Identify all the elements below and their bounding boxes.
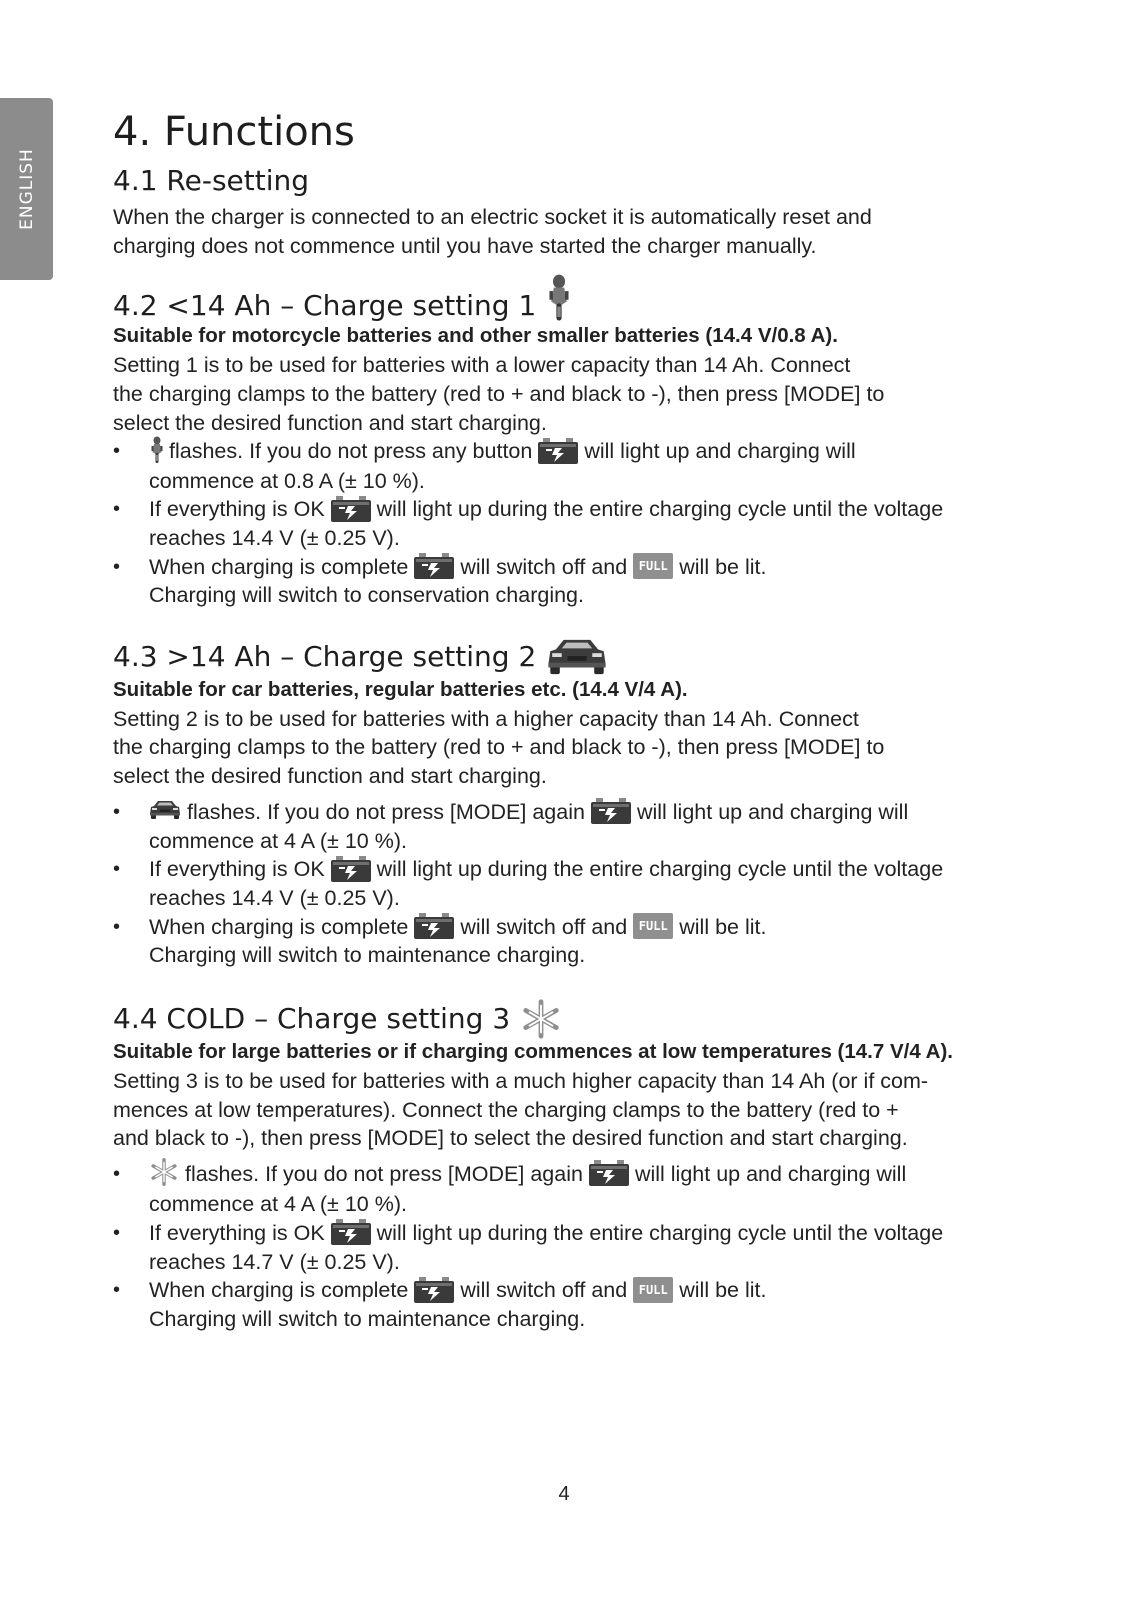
motorcycle-icon: [546, 272, 572, 324]
list-item: • flashes. If you do not press any button will light up and charging will commence at 0.8 A (± 10 %).: [113, 437, 1013, 495]
section-4-4-line-3: and black to -), then press [MODE] to select the desired function and start charging.: [113, 1126, 908, 1151]
motorcycle-icon: [149, 436, 165, 464]
list-item: • When charging is complete will switch off and FULL will be lit. Charging will switch to maintenance charging.: [113, 913, 1013, 970]
section-4-2-subtitle: Suitable for motorcycle batteries and other smaller batteries (14.4 V/0.8 A).: [113, 324, 838, 348]
list-item: • If everything is OK will light up during the entire charging cycle until the voltage reaches 14.4 V (± 0.25 V).: [113, 495, 1013, 552]
section-4-2-line-2: the charging clamps to the battery (red to + and black to -), then press [MODE] to: [113, 381, 885, 406]
full-indicator-icon: FULL: [633, 1277, 673, 1303]
section-4-1-title: 4.1 Re-setting: [113, 164, 310, 197]
section-4-3-title: 4.3 >14 Ah – Charge setting 2: [113, 636, 1013, 678]
section-4-4-subtitle: Suitable for large batteries or if charging commences at low temperatures (14.7 V/4 A).: [113, 1040, 953, 1064]
snowflake-icon: [520, 998, 562, 1040]
list-item: • If everything is OK will light up during the entire charging cycle until the voltage reaches 14.7 V (± 0.25 V).: [113, 1219, 1013, 1276]
section-4-4-title: 4.4 COLD – Charge setting 3: [113, 998, 1013, 1040]
section-4-3-line-1: Setting 2 is to be used for batteries with a higher capacity than 14 Ah. Connect: [113, 706, 859, 731]
language-tab: [0, 98, 53, 280]
section-4-4-line-2: mences at low temperatures). Connect the charging clamps to the battery (red to +: [113, 1097, 899, 1122]
section-4-3-subtitle: Suitable for car batteries, regular batteries etc. (14.4 V/4 A).: [113, 678, 688, 702]
list-item: • If everything is OK will light up during the entire charging cycle until the voltage reaches 14.4 V (± 0.25 V).: [113, 855, 1013, 912]
list-item: • flashes. If you do not press [MODE] again will light up and charging will commence at 4 A (± 10 %).: [113, 1160, 1013, 1219]
section-4-3-line-2: the charging clamps to the battery (red to + and black to -), then press [MODE] to: [113, 735, 885, 760]
section-4-2-line-3: select the desired function and start charging.: [113, 410, 547, 435]
list-item: • When charging is complete will switch off and FULL will be lit. Charging will switch to maintenance charging.: [113, 1276, 1013, 1333]
list-item: • flashes. If you do not press [MODE] again will light up and charging will commence at 4 A (± 10 %).: [113, 798, 1013, 855]
section-4-3-list: [113, 798, 1013, 970]
battery-charging-icon: [538, 438, 578, 464]
language-label: ENGLISH: [16, 148, 37, 230]
battery-charging-icon: [331, 1219, 371, 1245]
list-item: • When charging is complete will switch off and FULL will be lit. Charging will switch to conservation charging.: [113, 553, 1013, 610]
battery-charging-icon: [414, 913, 454, 939]
section-4-4-list: [113, 1160, 1013, 1334]
section-4-2-list: [113, 437, 1013, 610]
page-number: 4: [558, 1483, 570, 1505]
section-4-2-line-1: Setting 1 is to be used for batteries with a lower capacity than 14 Ah. Connect: [113, 353, 851, 378]
document-body: [113, 108, 1013, 1334]
full-indicator-icon: FULL: [633, 553, 673, 579]
battery-charging-icon: [331, 856, 371, 882]
battery-charging-icon: [331, 496, 371, 522]
section-4-2-title: 4.2 <14 Ah – Charge setting 1: [113, 288, 1013, 324]
car-icon: [149, 799, 181, 821]
snowflake-icon: [149, 1157, 179, 1187]
section-4-4-line-1: Setting 3 is to be used for batteries with a much higher capacity than 14 Ah (or if com-: [113, 1068, 929, 1093]
section-4-3-line-3: select the desired function and start charging.: [113, 764, 547, 789]
battery-charging-icon: [414, 553, 454, 579]
car-icon: [546, 636, 608, 678]
full-indicator-icon: FULL: [633, 913, 673, 939]
page-title: 4. Functions: [113, 109, 355, 155]
section-4-1-line-1: When the charger is connected to an electric socket it is automatically reset and: [113, 205, 872, 229]
section-4-1-line-2: charging does not commence until you have started the charger manually.: [113, 233, 817, 258]
battery-charging-icon: [414, 1277, 454, 1303]
battery-charging-icon: [591, 798, 631, 824]
battery-charging-icon: [589, 1160, 629, 1186]
